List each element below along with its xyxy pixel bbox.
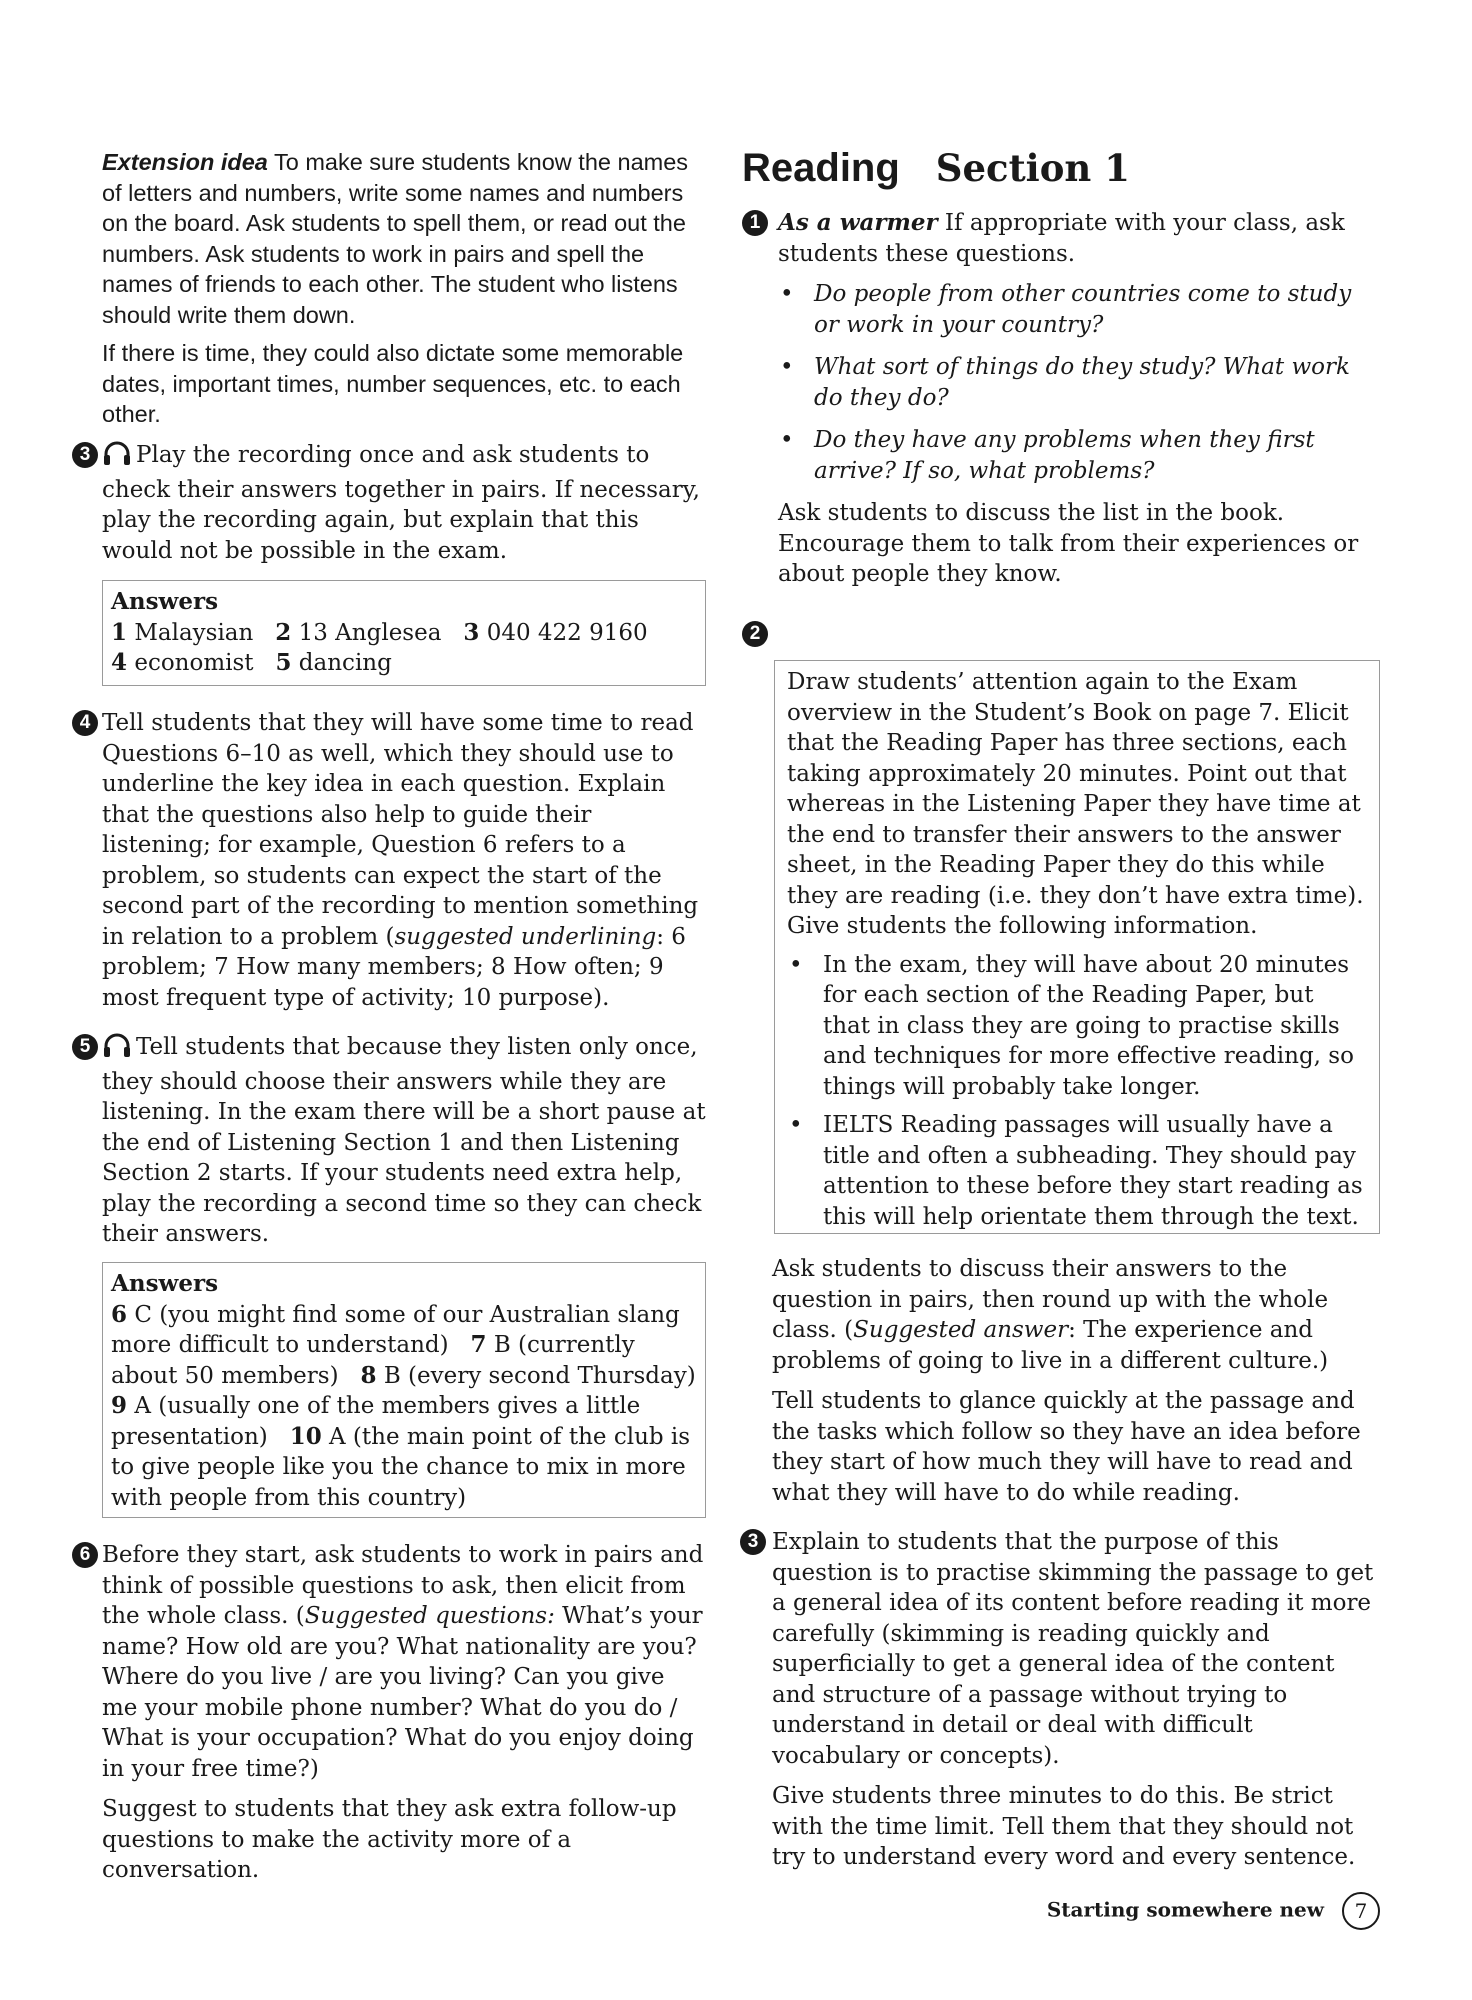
answer-number: 9: [111, 1392, 128, 1419]
text-part: Ask students to discuss their answers to the question in pairs, then round up with the whole class. (: [772, 1256, 1329, 1343]
answer-value: Malaysian: [127, 619, 254, 646]
right-item-2-after: [772, 1254, 1380, 1508]
text-part: suggested underlining: [394, 923, 657, 950]
item3-text: Play the recording once and ask students to check their answers together in pairs. If necessary, play the recording again, but explain that this would not be possible in the exam.: [102, 442, 700, 564]
item6-text: [102, 1540, 706, 1784]
right-item-3: [747, 1527, 1380, 1873]
list-item: • What sort of things do they study? What work do they do?: [778, 352, 1380, 413]
heading-reading: Reading: [742, 146, 900, 190]
item6-text-2: Suggest to students that they ask extra follow-up questions to make the activity more of a conversation.: [102, 1796, 677, 1883]
answer-number: 5: [275, 649, 292, 676]
answer-number: 1: [111, 618, 128, 646]
answer-number: 8: [360, 1361, 377, 1389]
item3-text: Explain to students that the purpose of this question is to practise skimming the passage to get a general idea of its content before reading it more carefully (skimming is reading quickly and superficially to get a general idea of the content and structure of a passage without trying to understand in detail or deal with difficult vocabulary or concepts).: [772, 1529, 1374, 1769]
answer-number: 6: [111, 1300, 128, 1328]
number-badge: 5: [72, 1034, 98, 1060]
text-part: Suggested answer: [853, 1317, 1069, 1343]
answer-value: dancing: [291, 650, 392, 676]
item1-text: If appropriate with your class, ask students these questions.: [778, 210, 1345, 267]
answers-title: Answers: [111, 1270, 219, 1297]
box-bullets: [787, 950, 1367, 1233]
number-badge: 4: [72, 710, 98, 736]
warmer-questions: [778, 279, 1380, 486]
footer-title: Starting somewhere new: [1046, 1897, 1324, 1922]
text-part: Before they start, ask students to work in pairs and think of possible questions to ask, then elicit from the whole class. (: [102, 1542, 704, 1629]
left-item-4: [79, 708, 706, 1013]
left-item-6: [79, 1540, 706, 1886]
answers-title: Answers: [111, 588, 219, 615]
number-badge: 3: [740, 1529, 766, 1555]
text-part: : 6 problem; 7 How many members; 8 How often; 9 most frequent type of activity; 10 purpose).: [102, 923, 686, 1011]
answer-number: 10: [289, 1422, 322, 1450]
text-part: : The experience and problems of going to live in a different culture.): [772, 1317, 1329, 1374]
number-badge: 2: [742, 621, 768, 647]
extension-paragraph-2: If there is time, they could also dictate some memorable dates, important times, number sequences, etc. to each other.: [102, 340, 684, 427]
left-item-5: [79, 1032, 706, 1250]
answers-box-2: [102, 1262, 706, 1518]
list-item: • Do people from other countries come to study or work in your country?: [778, 279, 1380, 340]
exam-info-box: [774, 660, 1380, 1234]
extension-label: Extension idea: [102, 149, 268, 175]
item2-after-2: Tell students to glance quickly at the passage and the tasks which follow so they have an idea before they start of how much they will have to read and what they will have to do while reading.: [772, 1388, 1361, 1506]
answer-value: B (every second Thursday): [376, 1362, 696, 1389]
right-item-2-badge: [742, 614, 1380, 647]
answer-value: economist: [127, 650, 254, 676]
text-part: Tell students that they will have some time to read Questions 6–10 as well, which they should use to underline the key idea in each question. Explain that the questions also help to guide their listening; for example, Question 6 refers to a problem, so students can expect the start of the second part of the recording to mention something in relation to a problem (: [102, 710, 699, 950]
extension-idea: [102, 147, 706, 430]
answers-row-1: [111, 618, 697, 649]
heading-section: Section 1: [935, 146, 1130, 190]
list-item: • IELTS Reading passages will usually have a title and often a subheading. They should pay attention to these before they start reading as this will help orientate them through the text.: [787, 1110, 1367, 1232]
answer-number: 2: [275, 618, 292, 646]
page-number: 7: [1342, 1892, 1380, 1930]
headphones-icon: [102, 1032, 132, 1067]
box-text: Draw students’ attention again to the Exam overview in the Student’s Book on page 7. Elicit that the Reading Paper has three sections, each taking approximately 20 minutes. Point out that whereas in the Listening Paper they have time at the end to transfer their answers to the answer sheet, in the Reading Paper they do this while they are reading (i.e. they don’t have extra time). Give students the following information.: [787, 669, 1364, 939]
list-item: • Do they have any problems when they first arrive? If so, what problems?: [778, 425, 1380, 486]
answer-number: 3: [463, 618, 480, 646]
item2-after: [772, 1254, 1380, 1376]
answer-value: C (you might find some of our Australian slang more difficult to understand): [111, 1301, 680, 1358]
list-item: • In the exam, they will have about 20 minutes for each section of the Reading Paper, but that in class they are going to practise skills and techniques for more effective reading, so things will probably take longer.: [787, 950, 1367, 1103]
item5-text: Tell students that because they listen only once, they should choose their answers while they are listening. In the exam there will be a short pause at the end of Listening Section 1 and then Listening Section 2 starts. If your students need extra help, play the recording a second time so they can check their answers.: [102, 1034, 706, 1247]
answer-number: 7: [470, 1331, 487, 1358]
answer-value: A (the main point of the club is to give people like you the chance to mix in more with people from this country): [111, 1423, 691, 1511]
answer-value: 040 422 9160: [479, 619, 648, 646]
answer-value: 13 Anglesea: [291, 619, 442, 646]
item3-text-2: Give students three minutes to do this. Be strict with the time limit. Tell them that they should not try to understand every word and every sentence.: [772, 1783, 1356, 1870]
page-heading: [742, 146, 1380, 191]
extension-paragraph: [102, 147, 706, 330]
answers-list: [111, 1300, 697, 1514]
answer-value: B (currently about 50 members): [111, 1332, 635, 1389]
answer-value: A (usually one of the members gives a little presentation): [111, 1393, 641, 1450]
number-badge: 3: [72, 442, 98, 468]
answer-number: 4: [111, 649, 128, 676]
extension-text: To make sure students know the names of letters and numbers, write some names and numbers on the board. Ask students to spell them, or read out the numbers. Ask students to work in pairs and spell the names of friends to each other. The student who listens should write them down.: [102, 149, 689, 328]
left-item-3: [79, 440, 706, 566]
text-part: What’s your name? How old are you? What nationality are you? Where do you live / are you living? Can you give me your mobile phone number? What do you do / What is your occupation? What do you enjoy doing in your free time?): [102, 1603, 703, 1782]
right-item-1: [749, 208, 1380, 590]
item1-after: Ask students to discuss the list in the book. Encourage them to talk from their experiences or about people they know.: [778, 500, 1359, 587]
text-part: Suggested questions:: [304, 1603, 555, 1629]
item4-text: [102, 708, 706, 1013]
answers-box-1: [102, 580, 706, 686]
number-badge: 6: [72, 1542, 98, 1568]
number-badge: 1: [742, 210, 768, 236]
headphones-icon: [102, 440, 132, 475]
page-footer: [1047, 1892, 1380, 1930]
answers-row-2: [111, 648, 697, 679]
warmer-label: As a warmer: [778, 209, 938, 236]
